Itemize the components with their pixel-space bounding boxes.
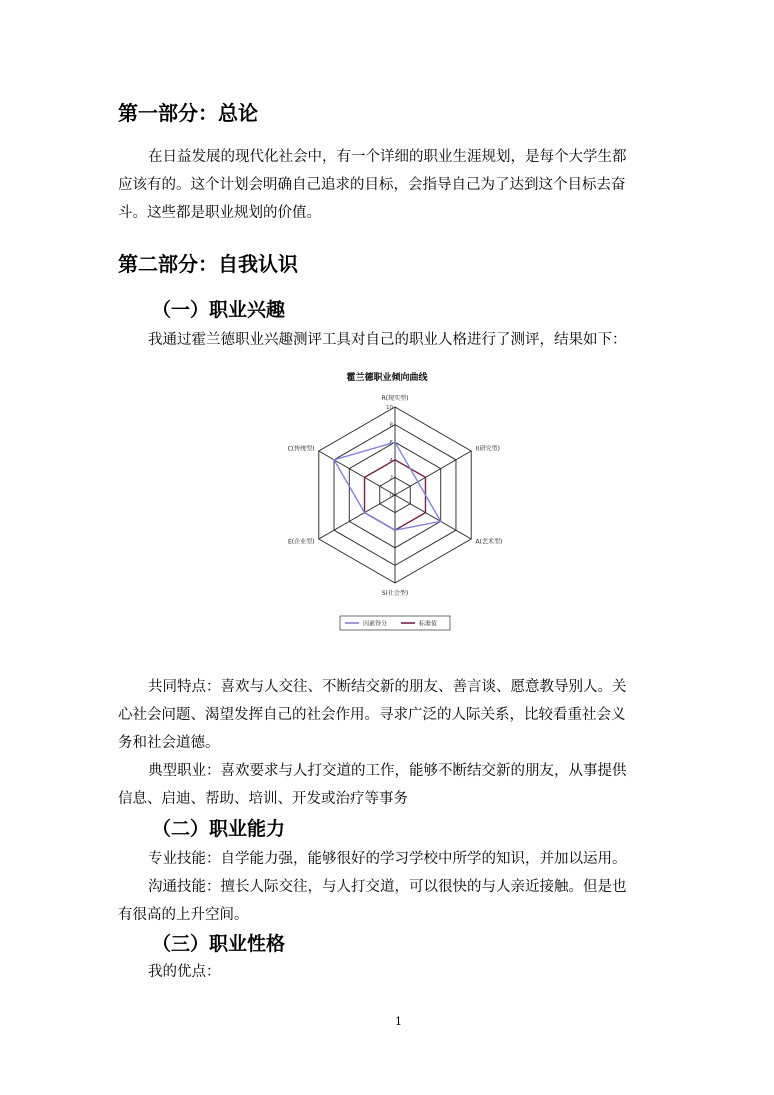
axis-label: S(社会型): [381, 590, 409, 597]
axis-label: R(现实型): [381, 395, 409, 402]
axis-label: E(企业型): [287, 538, 315, 546]
series-line: [334, 442, 441, 530]
sub1-heading: （一）职业兴趣: [152, 299, 286, 321]
holland-radar-chart: [262, 364, 512, 636]
common-line-1: 共同特点：喜欢与人交往、不断结交新的朋友、善言谈、愿意教导别人。关: [148, 679, 627, 695]
page-number: 1: [395, 1015, 402, 1028]
typical-line-1: 典型职业：喜欢要求与人打交道的工作，能够不断结交新的朋友，从事提供: [148, 763, 627, 779]
chart-title: 霍兰德职业倾向曲线: [346, 373, 428, 383]
legend-label: 因素得分: [363, 620, 388, 628]
sub1-intro: 我通过霍兰德职业兴趣测评工具对自己的职业人格进行了测评，结果如下：: [148, 332, 627, 348]
axis-spoke: [395, 451, 471, 495]
axis-spoke: [319, 451, 395, 495]
axis-label: C(传统型): [287, 445, 315, 453]
skill-professional: 专业技能：自学能力强，能够很好的学习学校中所学的知识，并加以运用。: [148, 851, 627, 867]
sub3-heading: （三）职业性格: [152, 933, 286, 955]
axis-label: A(艺术型): [475, 538, 503, 546]
sub3-line: 我的优点：: [148, 964, 221, 980]
tick-label: 8: [389, 422, 393, 429]
tick-label: 6: [389, 440, 393, 447]
section1-line-2: 应该有的。这个计划会明确自己追求的目标，会指导自己为了达到这个目标去奋: [118, 177, 626, 193]
legend-label: 标准值: [419, 620, 438, 628]
common-line-3: 务和社会道德。: [118, 735, 220, 751]
typical-line-2: 信息、启迪、帮助、培训、开发或治疗等事务: [118, 791, 408, 807]
sub2-heading: （二）职业能力: [152, 818, 286, 840]
axis-label: I(研究型): [475, 445, 500, 453]
section1-line-3: 斗。这些都是职业规划的价值。: [118, 205, 321, 221]
axis-spoke: [395, 495, 471, 539]
axis-spoke: [319, 495, 395, 539]
section1-heading: 第一部分：总论: [118, 101, 258, 125]
skill-communication-line-1: 沟通技能：擅长人际交往，与人打交道，可以很快的与人亲近接触。但是也: [148, 879, 627, 895]
tick-label: 10: [386, 405, 393, 411]
tick-label: 2: [389, 475, 393, 482]
tick-label: 4: [389, 457, 393, 464]
common-line-2: 心社会问题、渴望发挥自己的社会作用。寻求广泛的人际关系，比较看重社会义: [118, 707, 626, 723]
section1-line-1: 在日益发展的现代化社会中，有一个详细的职业生涯规划，是每个大学生都: [148, 149, 627, 165]
tick-label: 0: [389, 493, 393, 499]
section2-heading: 第二部分：自我认识: [118, 252, 298, 276]
skill-communication-line-2: 有很高的上升空间。: [118, 907, 249, 923]
